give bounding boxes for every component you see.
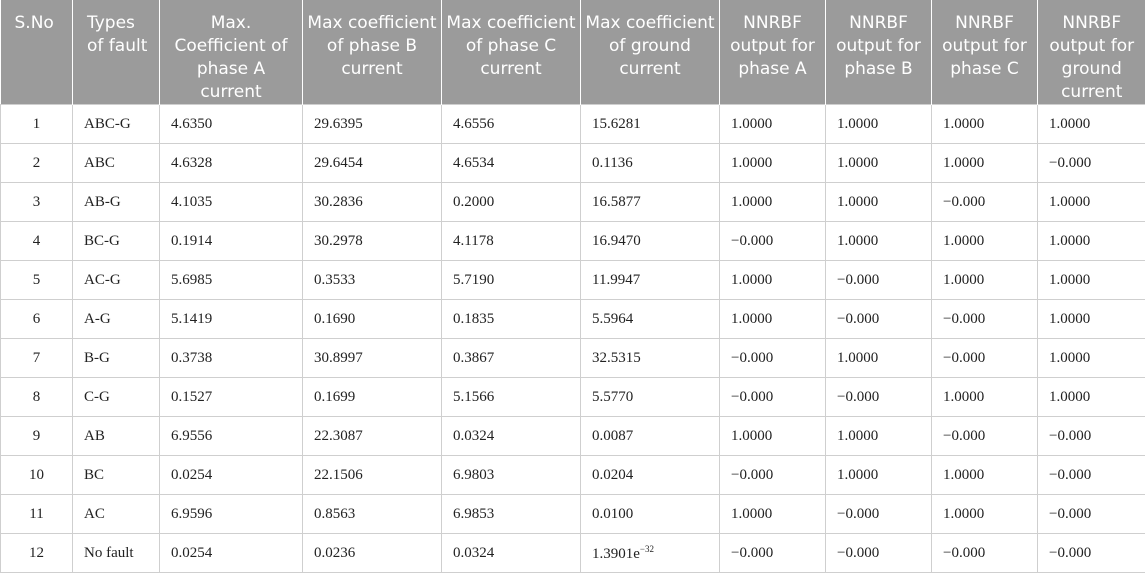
cell-value: 0.3738 — [171, 349, 213, 366]
table-cell — [160, 495, 303, 534]
table-cell — [826, 300, 932, 339]
table-row — [1, 378, 1145, 417]
cell-value: 6 — [32, 310, 41, 327]
cell-value: −0.000 — [837, 505, 880, 522]
table-cell — [826, 534, 932, 573]
cell-value: 22.1506 — [314, 466, 363, 483]
cell-value: 3 — [32, 193, 41, 210]
cell-value: ABC — [84, 154, 115, 171]
table-cell — [720, 105, 826, 144]
cell-value: 15.6281 — [592, 115, 641, 132]
table-cell — [73, 456, 160, 495]
table-cell — [1, 144, 73, 183]
table-cell — [160, 339, 303, 378]
cell-value: 29.6454 — [314, 154, 363, 171]
cell-value: 0.1136 — [592, 154, 633, 171]
cell-value: 1.0000 — [1049, 193, 1091, 210]
table-cell — [160, 183, 303, 222]
table-cell — [73, 105, 160, 144]
cell-value: 1.0000 — [943, 505, 985, 522]
cell-value: 0.2000 — [453, 193, 495, 210]
table-cell — [581, 339, 720, 378]
cell-value: 0.0254 — [171, 544, 213, 561]
table-cell — [442, 183, 581, 222]
cell-value: 0.1699 — [314, 388, 356, 405]
header-ground-coefficient: Max coefficient of ground current — [581, 0, 720, 105]
cell-value: 1.0000 — [1049, 349, 1091, 366]
cell-value: 5 — [32, 271, 41, 288]
header-row — [1, 0, 1145, 105]
table-row — [1, 339, 1145, 378]
cell-value: −0.000 — [1049, 505, 1092, 522]
cell-value: −0.000 — [943, 544, 986, 561]
table-cell — [160, 105, 303, 144]
table-cell — [826, 261, 932, 300]
cell-value: 0.3867 — [453, 349, 495, 366]
cell-value: A-G — [84, 310, 111, 327]
table-cell — [826, 495, 932, 534]
header-nnrbf-phase-c: NNRBF output for phase C — [932, 0, 1038, 105]
header-nnrbf-phase-b: NNRBF output for phase B — [826, 0, 932, 105]
table-cell — [1, 261, 73, 300]
cell-value: 1.0000 — [731, 193, 773, 210]
table-cell — [160, 417, 303, 456]
cell-value: 1.0000 — [1049, 232, 1091, 249]
table-cell — [826, 378, 932, 417]
table-cell — [1038, 222, 1145, 261]
cell-value: 1.0000 — [1049, 115, 1091, 132]
cell-value: 16.9470 — [592, 232, 641, 249]
table-cell — [1038, 261, 1145, 300]
cell-value: 1.0000 — [1049, 310, 1091, 327]
cell-value: −0.000 — [1049, 427, 1092, 444]
cell-value: 4.1178 — [453, 232, 494, 249]
table-cell — [581, 222, 720, 261]
table-cell — [442, 222, 581, 261]
cell-value: 0.0100 — [592, 505, 634, 522]
cell-value: BC — [84, 466, 105, 483]
cell-value: 6.9596 — [171, 505, 213, 522]
header-phase-a-coefficient: Max. Coefficient of phase A current — [160, 0, 303, 105]
table-cell — [303, 339, 442, 378]
cell-value: 6.9556 — [171, 427, 213, 444]
cell-value: 1.0000 — [837, 115, 879, 132]
table-cell — [826, 417, 932, 456]
table-cell — [1038, 534, 1145, 573]
table-row — [1, 222, 1145, 261]
cell-value: 5.1419 — [171, 310, 213, 327]
table-cell — [1038, 417, 1145, 456]
cell-value: 10 — [29, 466, 44, 483]
exponent: −32 — [639, 543, 654, 554]
table-cell — [442, 495, 581, 534]
cell-value: −0.000 — [1049, 154, 1092, 171]
table-cell — [826, 144, 932, 183]
cell-value: 0.1527 — [171, 388, 213, 405]
cell-value: 0.3533 — [314, 271, 356, 288]
cell-value: 0.0236 — [314, 544, 356, 561]
cell-value: 1.0000 — [837, 193, 879, 210]
table-cell — [1038, 495, 1145, 534]
cell-value: 30.2836 — [314, 193, 363, 210]
cell-value: −0.000 — [731, 349, 774, 366]
table-cell — [160, 534, 303, 573]
table-cell — [160, 300, 303, 339]
table-cell — [932, 105, 1038, 144]
table-cell — [581, 300, 720, 339]
cell-value: 11.9947 — [592, 271, 641, 288]
cell-value: −0.000 — [943, 427, 986, 444]
table-cell — [303, 495, 442, 534]
table-cell — [1038, 378, 1145, 417]
cell-value: 1.0000 — [943, 232, 985, 249]
cell-value: 1.0000 — [837, 154, 879, 171]
table-row — [1, 105, 1145, 144]
cell-value: 1.0000 — [731, 154, 773, 171]
cell-value: 1.0000 — [1049, 271, 1091, 288]
cell-value: 1.0000 — [731, 115, 773, 132]
table-cell — [1038, 183, 1145, 222]
table-cell — [932, 534, 1038, 573]
cell-value: 12 — [29, 544, 44, 561]
cell-value: 1 — [32, 115, 41, 132]
table-cell — [160, 222, 303, 261]
table-cell — [1, 105, 73, 144]
table-cell — [1038, 144, 1145, 183]
cell-value: 4.6328 — [171, 154, 213, 171]
cell-value: −0.000 — [837, 271, 880, 288]
table-cell — [1, 456, 73, 495]
table-cell — [1, 417, 73, 456]
table-cell — [1, 300, 73, 339]
table-cell — [720, 417, 826, 456]
cell-value: −0.000 — [731, 466, 774, 483]
table-cell — [442, 105, 581, 144]
cell-value: −0.000 — [731, 388, 774, 405]
table-row — [1, 417, 1145, 456]
cell-value: 6.9853 — [453, 505, 495, 522]
table-cell — [73, 495, 160, 534]
cell-value: −0.000 — [943, 349, 986, 366]
table-cell — [73, 378, 160, 417]
table-row — [1, 456, 1145, 495]
table-cell — [442, 378, 581, 417]
cell-value: 0.1690 — [314, 310, 356, 327]
table-cell — [73, 261, 160, 300]
cell-value: −0.000 — [837, 310, 880, 327]
table-cell — [442, 339, 581, 378]
table-cell — [303, 105, 442, 144]
table-cell — [826, 105, 932, 144]
table-cell — [720, 261, 826, 300]
table-cell — [581, 183, 720, 222]
table-cell — [303, 144, 442, 183]
table-cell — [720, 222, 826, 261]
cell-value: 5.6985 — [171, 271, 213, 288]
cell-value: 30.8997 — [314, 349, 363, 366]
table-cell — [160, 378, 303, 417]
table-cell — [303, 222, 442, 261]
table-cell — [932, 456, 1038, 495]
table-cell — [73, 339, 160, 378]
table-cell — [932, 300, 1038, 339]
table-cell — [442, 534, 581, 573]
table-cell — [442, 456, 581, 495]
table-cell — [1, 183, 73, 222]
table-cell — [303, 534, 442, 573]
cell-value: C-G — [84, 388, 110, 405]
cell-value: BC-G — [84, 232, 120, 249]
cell-value: 1.0000 — [943, 271, 985, 288]
table-cell — [826, 222, 932, 261]
table-cell — [160, 261, 303, 300]
table-row — [1, 183, 1145, 222]
cell-value: −0.000 — [943, 193, 986, 210]
cell-value: 0.0204 — [592, 466, 634, 483]
table-cell — [720, 183, 826, 222]
table-cell — [303, 183, 442, 222]
cell-value: AB-G — [84, 193, 121, 210]
table-cell — [442, 417, 581, 456]
table-cell — [1, 222, 73, 261]
cell-value: 4.1035 — [171, 193, 213, 210]
cell-value: 0.1914 — [171, 232, 213, 249]
table-row — [1, 261, 1145, 300]
cell-value: 4.6556 — [453, 115, 495, 132]
cell-value: 30.2978 — [314, 232, 363, 249]
table-cell — [932, 339, 1038, 378]
table-cell — [442, 261, 581, 300]
table-cell — [160, 144, 303, 183]
cell-value: 1.0000 — [731, 310, 773, 327]
cell-value: 11 — [29, 505, 44, 522]
table-cell — [720, 144, 826, 183]
table-cell — [442, 300, 581, 339]
cell-value: 8 — [32, 388, 41, 405]
table-cell — [303, 456, 442, 495]
table-cell — [720, 495, 826, 534]
cell-value: −0.000 — [731, 232, 774, 249]
cell-value: No fault — [84, 544, 134, 561]
cell-value: 5.5770 — [592, 388, 634, 405]
table-cell — [1038, 300, 1145, 339]
table-cell — [932, 378, 1038, 417]
cell-value: −0.000 — [837, 388, 880, 405]
table-cell — [73, 183, 160, 222]
table-cell — [73, 144, 160, 183]
table-cell — [1038, 456, 1145, 495]
table-cell — [1, 534, 73, 573]
cell-value: 5.7190 — [453, 271, 495, 288]
cell-value: 1.0000 — [837, 232, 879, 249]
table-cell — [73, 222, 160, 261]
cell-value: 29.6395 — [314, 115, 363, 132]
header-nnrbf-ground: NNRBF output for ground current — [1038, 0, 1145, 105]
table-cell — [720, 456, 826, 495]
table-cell — [720, 378, 826, 417]
cell-value: 1.0000 — [1049, 388, 1091, 405]
cell-value: 1.0000 — [731, 271, 773, 288]
cell-value: AC — [84, 505, 105, 522]
table-cell — [303, 417, 442, 456]
cell-value: 1.0000 — [943, 115, 985, 132]
cell-value: 4.6350 — [171, 115, 213, 132]
table-row — [1, 144, 1145, 183]
cell-value: −0.000 — [731, 544, 774, 561]
table-cell — [73, 417, 160, 456]
table-cell — [73, 300, 160, 339]
table-cell — [1, 495, 73, 534]
table-cell — [932, 144, 1038, 183]
cell-value: 0.0324 — [453, 544, 495, 561]
table-cell — [442, 144, 581, 183]
cell-value: 5.5964 — [592, 310, 634, 327]
table-cell — [303, 261, 442, 300]
cell-value: 1.0000 — [837, 466, 879, 483]
cell-value: AC-G — [84, 271, 121, 288]
cell-value: 6.9803 — [453, 466, 495, 483]
table-cell — [581, 261, 720, 300]
table-body — [1, 105, 1145, 573]
table-cell — [826, 456, 932, 495]
cell-value: −0.000 — [943, 310, 986, 327]
table-cell — [932, 495, 1038, 534]
table-cell — [932, 222, 1038, 261]
cell-value: 1.0000 — [837, 349, 879, 366]
table-cell — [720, 339, 826, 378]
table-cell — [160, 456, 303, 495]
cell-value: AB — [84, 427, 105, 444]
cell-value: 0.0087 — [592, 427, 634, 444]
table-cell — [932, 417, 1038, 456]
table-cell — [581, 417, 720, 456]
table-cell — [581, 495, 720, 534]
table-cell — [581, 105, 720, 144]
table-cell — [720, 534, 826, 573]
table-cell — [581, 378, 720, 417]
cell-value: 0.0324 — [453, 427, 495, 444]
table-row — [1, 300, 1145, 339]
table-cell — [1, 339, 73, 378]
table-cell — [303, 378, 442, 417]
table-cell — [303, 300, 442, 339]
cell-value: 16.5877 — [592, 193, 641, 210]
cell-value: 0.0254 — [171, 466, 213, 483]
table-cell — [932, 183, 1038, 222]
cell-value: −0.000 — [1049, 466, 1092, 483]
cell-value: 4.6534 — [453, 154, 495, 171]
header-sno: S.No — [1, 0, 73, 105]
cell-value: 0.1835 — [453, 310, 495, 327]
cell-value: 1.0000 — [943, 154, 985, 171]
table-cell — [1038, 105, 1145, 144]
cell-value: 1.0000 — [731, 505, 773, 522]
cell-value: 7 — [32, 349, 41, 366]
cell-value: 1.0000 — [837, 427, 879, 444]
cell-value: 22.3087 — [314, 427, 363, 444]
cell-value: 2 — [32, 154, 41, 171]
table-row — [1, 534, 1145, 573]
cell-value: 9 — [32, 427, 41, 444]
table-row — [1, 495, 1145, 534]
cell-value: −0.000 — [837, 544, 880, 561]
cell-value: 5.1566 — [453, 388, 495, 405]
table-cell — [720, 300, 826, 339]
header-nnrbf-phase-a: NNRBF output for phase A — [720, 0, 826, 105]
cell-value: 4 — [32, 232, 41, 249]
table-cell — [1, 378, 73, 417]
table-cell — [581, 456, 720, 495]
cell-value: B-G — [84, 349, 110, 366]
header-fault-type: Types of fault — [73, 0, 160, 105]
cell-value: 1.0000 — [943, 388, 985, 405]
table-cell — [1038, 339, 1145, 378]
table-cell — [581, 144, 720, 183]
cell-value: 1.3901e — [592, 545, 640, 562]
table-cell — [826, 339, 932, 378]
cell-value: −0.000 — [1049, 544, 1092, 561]
header-phase-c-coefficient: Max coefficient of phase C current — [442, 0, 581, 105]
cell-value: 1.0000 — [731, 427, 773, 444]
table-cell — [826, 183, 932, 222]
header-phase-b-coefficient: Max coefficient of phase B current — [303, 0, 442, 105]
cell-value: 1.0000 — [943, 466, 985, 483]
cell-value: ABC-G — [84, 115, 131, 132]
cell-value: 0.8563 — [314, 505, 356, 522]
table-cell — [581, 534, 720, 573]
table-cell — [932, 261, 1038, 300]
table-cell — [73, 534, 160, 573]
cell-value: 32.5315 — [592, 349, 641, 366]
